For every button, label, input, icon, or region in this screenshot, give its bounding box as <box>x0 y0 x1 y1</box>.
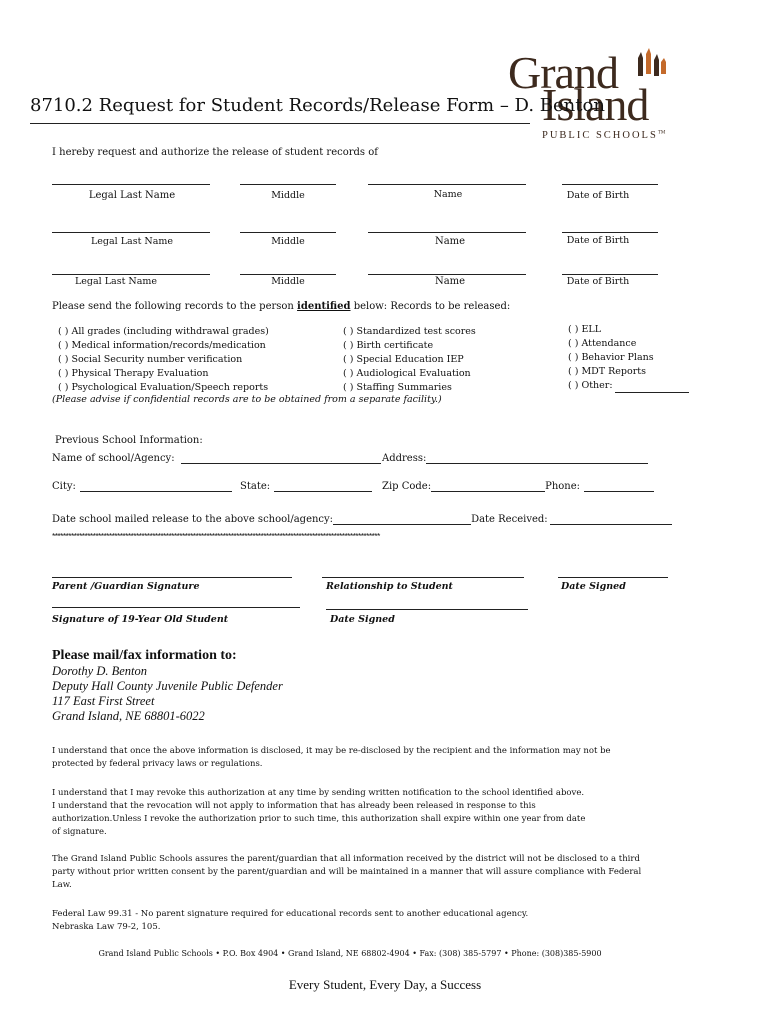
address-row: Address: <box>382 452 648 464</box>
title-rule <box>30 123 530 124</box>
previous-school-heading: Previous School Information: <box>55 435 203 446</box>
middle-label: Middle <box>271 236 305 247</box>
date-signed-2-label: Date Signed <box>330 614 395 625</box>
state-row: State: <box>240 480 372 492</box>
record-option[interactable]: ( ) Attendance <box>568 338 637 349</box>
zip-field[interactable] <box>431 480 545 492</box>
separator: ************************************************************************************************************************* <box>52 531 380 541</box>
middle-name-field[interactable] <box>240 274 336 275</box>
dob-label: Date of Birth <box>566 235 630 246</box>
disclaimer-redisclosure: I understand that once the above information is disclosed, it may be re-disclosed by the recipient and the information may not be protected by federal privacy laws or regulations. <box>52 746 611 769</box>
last-name-label: Legal Last Name <box>74 276 158 287</box>
record-option[interactable]: ( ) Staffing Summaries <box>343 382 452 393</box>
disclaimer-revoke: I understand that I may revoke this authorization at any time by sending written notification to the school identified above. I understand that the revocation will not apply to information that has already been released in response to this authorization.Unless I revoke the authorization prior to such time, this authorization shall expire within one year from date of signature. <box>52 788 586 837</box>
logo-public-schools: PUBLIC SCHOOLS™ <box>542 130 666 141</box>
date-mailed-field[interactable] <box>333 513 471 525</box>
records-col-3 <box>568 323 689 393</box>
date-signed-label: Date Signed <box>561 581 626 592</box>
intro-text: I hereby request and authorize the release of student records of <box>52 147 378 158</box>
address-field[interactable] <box>426 452 648 464</box>
logo-island: Island <box>542 79 649 130</box>
last-name-label: Legal Last Name <box>88 190 176 201</box>
confidential-note: (Please advise if confidential records are to be obtained from a separate facility.) <box>52 394 442 405</box>
record-option[interactable]: ( ) MDT Reports <box>568 366 646 377</box>
last-name-field[interactable] <box>52 274 210 275</box>
date-received-field[interactable] <box>550 513 672 525</box>
record-option[interactable]: ( ) Audiological Evaluation <box>343 368 471 379</box>
date-mailed-row: Date school mailed release to the above school/agency: Date Received: <box>52 513 672 525</box>
records-col-1 <box>58 325 269 395</box>
dob-field[interactable] <box>562 232 658 233</box>
record-option[interactable]: ( ) Medical information/records/medication <box>58 340 266 351</box>
record-option[interactable]: ( ) ELL <box>568 324 602 335</box>
records-col-2 <box>343 325 476 395</box>
footer-motto: Every Student, Every Day, a Success <box>288 977 482 992</box>
first-name-field[interactable] <box>368 232 526 233</box>
record-option[interactable]: ( ) Special Education IEP <box>343 354 464 365</box>
date-signed-2-field[interactable] <box>326 609 528 610</box>
middle-name-field[interactable] <box>240 184 336 185</box>
page-title: 8710.2 Request for Student Records/Release Form – D. Benton <box>30 95 605 116</box>
student-signature-field[interactable] <box>52 607 300 608</box>
zip-row: Zip Code: Phone: <box>382 480 654 492</box>
disclaimer-assurance: The Grand Island Public Schools assures the parent/guardian that all information received by the district will not be disclosed to a third party without prior written consent by the parent/guardian and will be maintained in a manner that will assure compliance with Federal Law. <box>52 854 642 890</box>
record-option[interactable]: ( ) Birth certificate <box>343 340 434 351</box>
name-label: Name <box>433 189 463 200</box>
first-name-field[interactable] <box>368 184 526 185</box>
last-name-label: Legal Last Name <box>90 236 174 247</box>
disclaimer-law: Federal Law 99.31 - No parent signature required for educational records sent to another educational agency. Nebraska Law 79-2, 105. <box>52 909 529 932</box>
dob-label: Date of Birth <box>566 190 630 201</box>
dob-field[interactable] <box>562 274 658 275</box>
school-name-row: Name of school/Agency: <box>52 452 381 464</box>
parent-signature-label: Parent /Guardian Signature <box>52 581 200 592</box>
student-signature-label: Signature of 19-Year Old Student <box>52 614 229 625</box>
record-option[interactable]: ( ) All grades (including withdrawal grades) <box>58 326 269 337</box>
name-label: Name <box>434 236 466 247</box>
dob-label: Date of Birth <box>566 276 630 287</box>
record-option-other[interactable]: ( ) Other: <box>568 379 689 393</box>
mail-address: Dorothy D. Benton Deputy Hall County Juvenile Public Defender 117 East First Street Grand Island, NE 68801-6022 <box>52 664 283 723</box>
record-option[interactable]: ( ) Standardized test scores <box>343 326 476 337</box>
phone-field[interactable] <box>584 480 654 492</box>
city-row: City: <box>52 480 232 492</box>
dob-field[interactable] <box>562 184 658 185</box>
relationship-label: Relationship to Student <box>326 581 453 592</box>
city-field[interactable] <box>80 480 232 492</box>
parent-signature-field[interactable] <box>52 577 292 578</box>
school-name-field[interactable] <box>181 452 381 464</box>
record-option[interactable]: ( ) Behavior Plans <box>568 352 654 363</box>
record-option[interactable]: ( ) Psychological Evaluation/Speech reports <box>58 382 269 393</box>
record-option[interactable]: ( ) Social Security number verification <box>58 354 243 365</box>
state-field[interactable] <box>274 480 372 492</box>
logo-grand: Grand <box>508 47 618 98</box>
mail-info-heading: Please mail/fax information to: <box>52 648 237 663</box>
relationship-field[interactable] <box>322 577 524 578</box>
last-name-field[interactable] <box>52 184 210 185</box>
middle-label: Middle <box>271 276 305 287</box>
records-intro: Please send the following records to the person identified below: Records to be released: <box>52 301 511 312</box>
name-label: Name <box>434 276 466 287</box>
record-option[interactable]: ( ) Physical Therapy Evaluation <box>58 368 209 379</box>
footer-address: Grand Island Public Schools • P.O. Box 4904 • Grand Island, NE 68802-4904 • Fax: (308) 385-5797 • Phone: (308)385-5900 <box>98 949 602 958</box>
middle-name-field[interactable] <box>240 232 336 233</box>
first-name-field[interactable] <box>368 274 526 275</box>
date-signed-field[interactable] <box>558 577 668 578</box>
identified-emphasis: identified <box>297 301 351 312</box>
middle-label: Middle <box>271 190 305 201</box>
last-name-field[interactable] <box>52 232 210 233</box>
